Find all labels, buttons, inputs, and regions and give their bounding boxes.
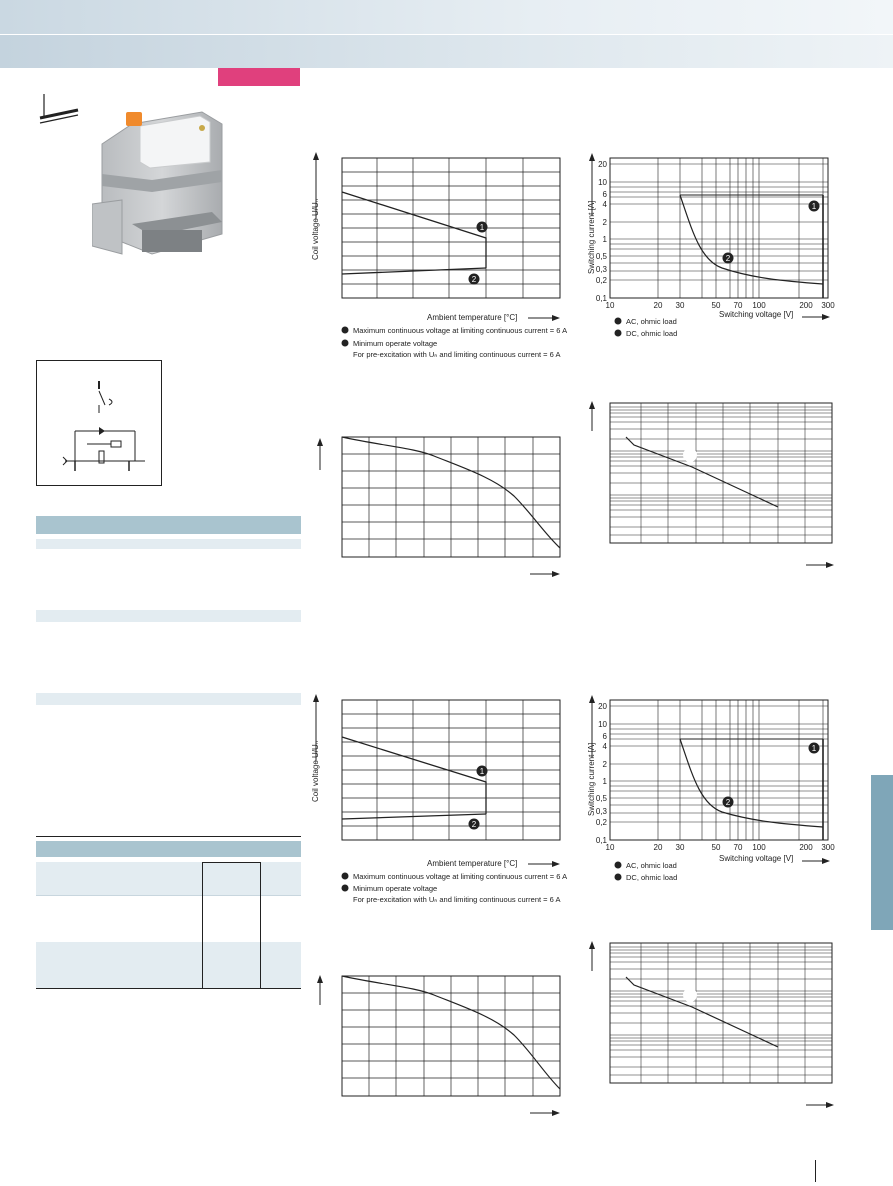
- header-band: [0, 0, 893, 34]
- table-subheader-bar: [36, 693, 301, 705]
- y-tick: 4: [602, 742, 607, 751]
- life-chart-bottom: [582, 935, 842, 1113]
- x-tick: 200: [799, 843, 813, 852]
- ordering-header-bar: [36, 841, 301, 857]
- y-tick: 0,1: [595, 294, 607, 303]
- switching-chart-bottom: [582, 692, 842, 887]
- x-tick: 100: [752, 843, 766, 852]
- y-tick: 0,2: [595, 818, 607, 827]
- y-tick: 2: [602, 760, 607, 769]
- x-tick: 100: [752, 301, 766, 310]
- marker-2: 2: [725, 798, 731, 807]
- coil-xlabel: Ambient temperature [°C]: [427, 859, 518, 868]
- y-tick: 1: [602, 777, 607, 786]
- ordering-row-shaded: [36, 862, 301, 895]
- y-tick: 0,5: [595, 794, 607, 803]
- side-section-tab[interactable]: [871, 775, 893, 930]
- y-tick: 20: [598, 702, 607, 711]
- divider: [202, 862, 260, 863]
- x-tick: 300: [821, 301, 835, 310]
- y-tick: 4: [602, 200, 607, 209]
- life-chart-top: [582, 395, 842, 573]
- coil-voltage-chart-bottom: [304, 692, 584, 907]
- x-tick: 70: [733, 301, 743, 310]
- coil-max-voltage-line: [342, 192, 486, 268]
- x-tick: 30: [675, 301, 685, 310]
- y-tick: 1: [602, 235, 607, 244]
- table-subheader-bar: [36, 610, 301, 622]
- x-tick: 10: [605, 843, 615, 852]
- marker-1: 1: [479, 767, 485, 776]
- category-tag: [218, 68, 300, 86]
- ordering-row-shaded: [36, 942, 301, 988]
- switch-xlabel: Switching voltage [V]: [719, 310, 794, 319]
- x-tick: 30: [675, 843, 685, 852]
- y-tick: 0,1: [595, 836, 607, 845]
- header-subband: [0, 35, 893, 68]
- y-tick: 2: [602, 218, 607, 227]
- divider: [202, 862, 203, 988]
- y-tick: 10: [598, 178, 607, 187]
- switch-dc-curve: [680, 195, 823, 284]
- switch-ylabel: Switching current [A]: [587, 742, 596, 816]
- y-tick: 6: [602, 732, 607, 741]
- y-tick: 20: [598, 160, 607, 169]
- coil-xlabel: Ambient temperature [°C]: [427, 313, 518, 322]
- circuit-diagram: [37, 361, 161, 485]
- coil-ylabel: Coil voltage U/Uₙ: [311, 741, 320, 802]
- marker-1: 1: [479, 223, 485, 232]
- coil-min-voltage-line: [342, 268, 486, 274]
- marker-1: 1: [811, 744, 817, 753]
- derating-chart-top: [304, 428, 574, 580]
- switch-dc-curve: [680, 739, 823, 827]
- divider: [36, 988, 301, 989]
- life-curve: [626, 437, 778, 507]
- marker-2: 2: [471, 275, 477, 284]
- coil-voltage-chart-top: [304, 150, 584, 365]
- x-tick: 50: [711, 301, 721, 310]
- coil-min-voltage-line: [342, 814, 486, 819]
- y-tick: 0,3: [595, 807, 607, 816]
- coil-legend-2: Minimum operate voltage: [353, 884, 438, 893]
- marker-2: 2: [725, 254, 731, 263]
- derating-chart-bottom: [304, 965, 574, 1120]
- page-number-divider: [815, 1160, 816, 1182]
- marker-1: 1: [811, 202, 817, 211]
- coil-legend-1: Maximum continuous voltage at limiting continuous current = 6 A: [353, 872, 568, 881]
- y-tick: 0,5: [595, 252, 607, 261]
- circuit-diagram-box: [36, 360, 162, 486]
- x-tick: 300: [821, 843, 835, 852]
- switch-ylabel: Switching current [A]: [587, 200, 596, 274]
- x-tick: 200: [799, 301, 813, 310]
- y-tick: 0,2: [595, 276, 607, 285]
- x-tick: 50: [711, 843, 721, 852]
- x-tick: 70: [733, 843, 743, 852]
- din-rail-icon: [38, 92, 80, 126]
- table-header-bar: [36, 516, 301, 534]
- y-tick: 0,3: [595, 265, 607, 274]
- switch-legend-ac: AC, ohmic load: [626, 317, 677, 326]
- relay-module-image: [92, 104, 242, 274]
- divider: [36, 836, 301, 837]
- x-tick: 20: [653, 301, 663, 310]
- coil-legend-3: For pre-excitation with Uₙ and limiting continuous current = 6 A: [353, 895, 561, 904]
- coil-max-voltage-line: [342, 737, 486, 814]
- x-tick: 10: [605, 301, 615, 310]
- life-curve: [626, 977, 778, 1047]
- switch-legend-dc: DC, ohmic load: [626, 329, 678, 338]
- coil-ylabel: Coil voltage U/Uₙ: [311, 199, 320, 260]
- x-tick: 20: [653, 843, 663, 852]
- switching-chart-top: [582, 150, 842, 345]
- y-tick: 6: [602, 190, 607, 199]
- coil-legend-1: Maximum continuous voltage at limiting continuous current = 6 A: [353, 326, 568, 335]
- coil-legend-2: Minimum operate voltage: [353, 339, 438, 348]
- coil-legend-3: For pre-excitation with Uₙ and limiting continuous current = 6 A: [353, 350, 561, 359]
- table-subheader-bar: [36, 539, 301, 549]
- switch-xlabel: Switching voltage [V]: [719, 854, 794, 863]
- y-tick: 10: [598, 720, 607, 729]
- divider: [260, 862, 261, 988]
- switch-legend-dc: DC, ohmic load: [626, 873, 678, 882]
- divider: [36, 895, 301, 896]
- switch-legend-ac: AC, ohmic load: [626, 861, 677, 870]
- marker-2: 2: [471, 820, 477, 829]
